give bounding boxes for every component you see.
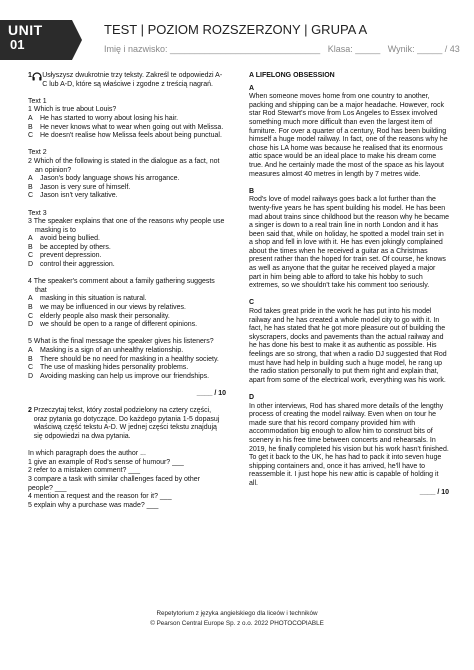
answer-option[interactable]: [28, 347, 226, 356]
question: 4 The speaker's comment about a family gathering suggests that: [28, 278, 215, 294]
paragraph-label: A: [249, 84, 255, 92]
paragraph-text: Rod takes great pride in the work he has put into his model railway and he has created a whole model city to go with it. In fact, he has stated that he got more pleasure out of building the skyscrapers, docks and pavements than the actual railway and he has done his best to make it as authentic as possible. His feelings are so strong, that when a radio DJ suggested that Rod must have had help in building such a huge model, he rang up the radio station personally to put them right and explain that, apart from some of the electrical work, everything was his work.: [249, 308, 447, 384]
matching-question[interactable]: 4 mention a request and the reason for it? ___: [28, 493, 172, 501]
article-title: A LIFELONG OBSESSION: [249, 72, 335, 79]
paragraph-text: Rod's love of model railways goes back a lot further than the twenty-five years he has spent building his model. He has been mad about trains since childhood but the reason why he became a singer is down to a real train line in north London and it has been said that, while on holiday, he spotted a model train set in a shop and fell in love with it. He has even jokingly complained about the times when he received a guitar as a Christmas present rather than the hoped for train set. Of course, he knows as well as anyone that the guitar he received played a major part in him being able to afford to take his hobby to such extremes, so we shouldn't take his comment too seriously.: [249, 196, 450, 290]
headphones-icon: [32, 72, 42, 89]
task2-number: 2: [28, 407, 32, 415]
question: 5 What is the final message the speaker gives his listeners?: [28, 338, 214, 346]
option-text: we should be open to a range of different opinions.: [40, 321, 198, 329]
task1-instruction: [28, 72, 226, 89]
matching-question[interactable]: 5 explain why a purchase was made? ___: [28, 501, 159, 509]
option-letter: D: [28, 261, 34, 269]
answer-option[interactable]: [28, 124, 226, 133]
option-letter: D: [28, 321, 34, 329]
option-text: masking in this situation is natural.: [40, 295, 147, 303]
option-text: Avoiding masking can help us improve our friendships.: [40, 372, 210, 380]
class-field[interactable]: Klasa: _____: [327, 44, 381, 54]
paragraph-text: When someone moves home from one country to another, packing and shipping can be a major headache. However, rock star Rod Stewart's move from Los Angeles to Essex involved something much more difficult than even the largest item of furniture. For over a quarter of a century, Rod has been building himself a huge model railway. In fact, one of the reasons why he chose his LA home was because he realised that its enormous attic space would be an ideal place to make his dream come true. And he certainly made the most of the space as his layout measures almost 40 metres in length by 7 metres wide.: [249, 93, 448, 178]
task1-number: 1: [28, 72, 32, 79]
matching-question[interactable]: 3 compare a task with similar challenges faced by other people? ___: [28, 475, 200, 492]
footer-line-2: © Pearson Central Europe Sp. z o.o. 2022 PHOTOCOPIABLE: [150, 620, 324, 627]
answer-option[interactable]: [28, 373, 226, 382]
answer-option[interactable]: [28, 304, 226, 313]
text-heading: Text 3: [28, 209, 47, 217]
task2-instruction-text: Przeczytaj tekst, który został podzielony na cztery części, oraz pytania go dotyczące. Do każdego pytania 1-5 dopasuj właściwą część tekstu A-D. W jednej części tekstu znajdują się odpowiedzi na dwa pytania.: [33, 407, 220, 440]
paragraph-label: B: [249, 187, 255, 195]
option-letter: C: [28, 252, 34, 260]
option-letter: A: [28, 175, 33, 183]
paragraph-label: C: [249, 299, 255, 307]
option-text: Jason's body language shows his arrogance.: [40, 175, 180, 183]
option-text: He has started to worry about losing his hair.: [40, 114, 179, 122]
option-letter: A: [28, 235, 33, 243]
article-paragraphs: [249, 85, 449, 489]
option-text: avoid being bullied.: [40, 235, 100, 243]
option-letter: B: [28, 304, 33, 312]
matching-question[interactable]: 1 give an example of Rod's sense of humour? ___: [28, 458, 184, 466]
task2-lead: In which paragraph does the author ...: [28, 450, 146, 458]
text-heading: Text 2: [28, 149, 47, 157]
spacer: [28, 141, 226, 150]
name-field[interactable]: Imię i nazwisko: ______________________________: [104, 44, 321, 54]
answer-option[interactable]: [28, 192, 226, 201]
option-letter: D: [28, 372, 34, 380]
option-letter: C: [28, 132, 34, 140]
answer-option[interactable]: [28, 175, 226, 184]
option-text: Masking is a sign of an unhealthy relationship.: [40, 347, 184, 354]
option-letter: A: [28, 347, 33, 354]
test-title: TEST | POZIOM ROZSZERZONY | GRUPA A: [104, 22, 368, 37]
option-text: Jason isn't very talkative.: [40, 192, 118, 200]
answer-option[interactable]: [28, 132, 226, 141]
right-column: [249, 72, 449, 497]
option-letter: B: [28, 183, 33, 191]
answer-option[interactable]: [28, 356, 226, 365]
answer-option[interactable]: [28, 235, 226, 244]
question: 2 Which of the following is stated in the dialogue as a fact, not an opinion?: [28, 157, 220, 174]
option-text: prevent depression.: [40, 252, 102, 260]
option-letter: B: [28, 243, 33, 251]
answer-option[interactable]: [28, 184, 226, 193]
answer-option[interactable]: [28, 252, 226, 261]
spacer: [28, 330, 226, 339]
task2-instruction: [28, 407, 226, 441]
spacer: [249, 385, 449, 394]
option-letter: C: [28, 192, 34, 200]
spacer: [28, 381, 226, 390]
option-letter: B: [28, 355, 33, 363]
option-text: we may be influenced in our views by relatives.: [40, 304, 186, 312]
option-letter: A: [28, 114, 33, 122]
student-info-bar: [104, 44, 460, 54]
answer-option[interactable]: [28, 321, 226, 330]
option-text: He never knows what to wear when going out with Melissa.: [40, 123, 224, 131]
answer-option[interactable]: [28, 244, 226, 253]
option-text: There should be no need for masking in a healthy society.: [40, 355, 219, 363]
task2-questions: [28, 459, 226, 511]
unit-badge: [0, 20, 72, 60]
task1-score: ____ / 10: [196, 389, 226, 397]
answer-option[interactable]: [28, 313, 226, 322]
option-text: elderly people also mask their personality.: [40, 312, 170, 320]
answer-option[interactable]: [28, 261, 226, 270]
option-letter: C: [28, 364, 34, 372]
badge-arrow: [72, 20, 82, 60]
spacer: [28, 270, 226, 279]
unit-label: UNIT: [8, 22, 43, 38]
text-heading: Text 1: [28, 97, 47, 105]
option-letter: A: [28, 295, 33, 303]
unit-number: 01: [10, 37, 25, 52]
option-letter: B: [28, 123, 33, 131]
matching-question[interactable]: 2 refer to a mistaken comment? ___: [28, 467, 141, 475]
result-field[interactable]: Wynik: _____ / 43: [387, 44, 460, 54]
option-text: be accepted by others.: [40, 243, 111, 251]
option-text: control their aggression.: [40, 261, 115, 269]
answer-option[interactable]: [28, 115, 226, 124]
option-letter: C: [28, 312, 34, 320]
footer-line-1: Repetytorium z języka angielskiego dla liceów i techników: [156, 610, 318, 617]
option-text: Jason is very sure of himself.: [40, 183, 131, 191]
question: 1 Which is true about Louis?: [28, 106, 117, 114]
spacer: [249, 179, 449, 188]
answer-option[interactable]: [28, 295, 226, 304]
task1-instruction-text: Usłyszysz dwukrotnie trzy teksty. Zakreśl te odpowiedzi A-C lub A-D, które są właściwe i zgodne z treścią nagrań.: [42, 72, 223, 88]
option-text: He doesn't realise how Melissa feels about being punctual.: [40, 132, 222, 140]
task2-score: ____ / 10: [419, 488, 449, 496]
spacer: [249, 291, 449, 300]
option-text: The use of masking hides personality problems.: [40, 364, 189, 372]
paragraph-text: In other interviews, Rod has shared more details of the lengthy process of creating the model railway. Even when on tour he made sure that his record company provided him with accommodation big enough to allow him to construct bits of scenery in his free time between concerts and rehearsals. In 2019, he finally completed his vision but his work hasn't finished. To get it back to the UK, he has had to pack it into seven huge shipping containers and, once it has arrived, he'll have to reassemble it. I just hope his new attic is capable of holding it all.: [249, 402, 449, 487]
left-column: [28, 72, 226, 510]
question: 3 The speaker explains that one of the reasons why people use masking is to: [28, 218, 225, 234]
answer-option[interactable]: [28, 364, 226, 373]
paragraph-label: D: [249, 393, 255, 401]
spacer: [28, 201, 226, 210]
task1-texts: [28, 98, 226, 390]
